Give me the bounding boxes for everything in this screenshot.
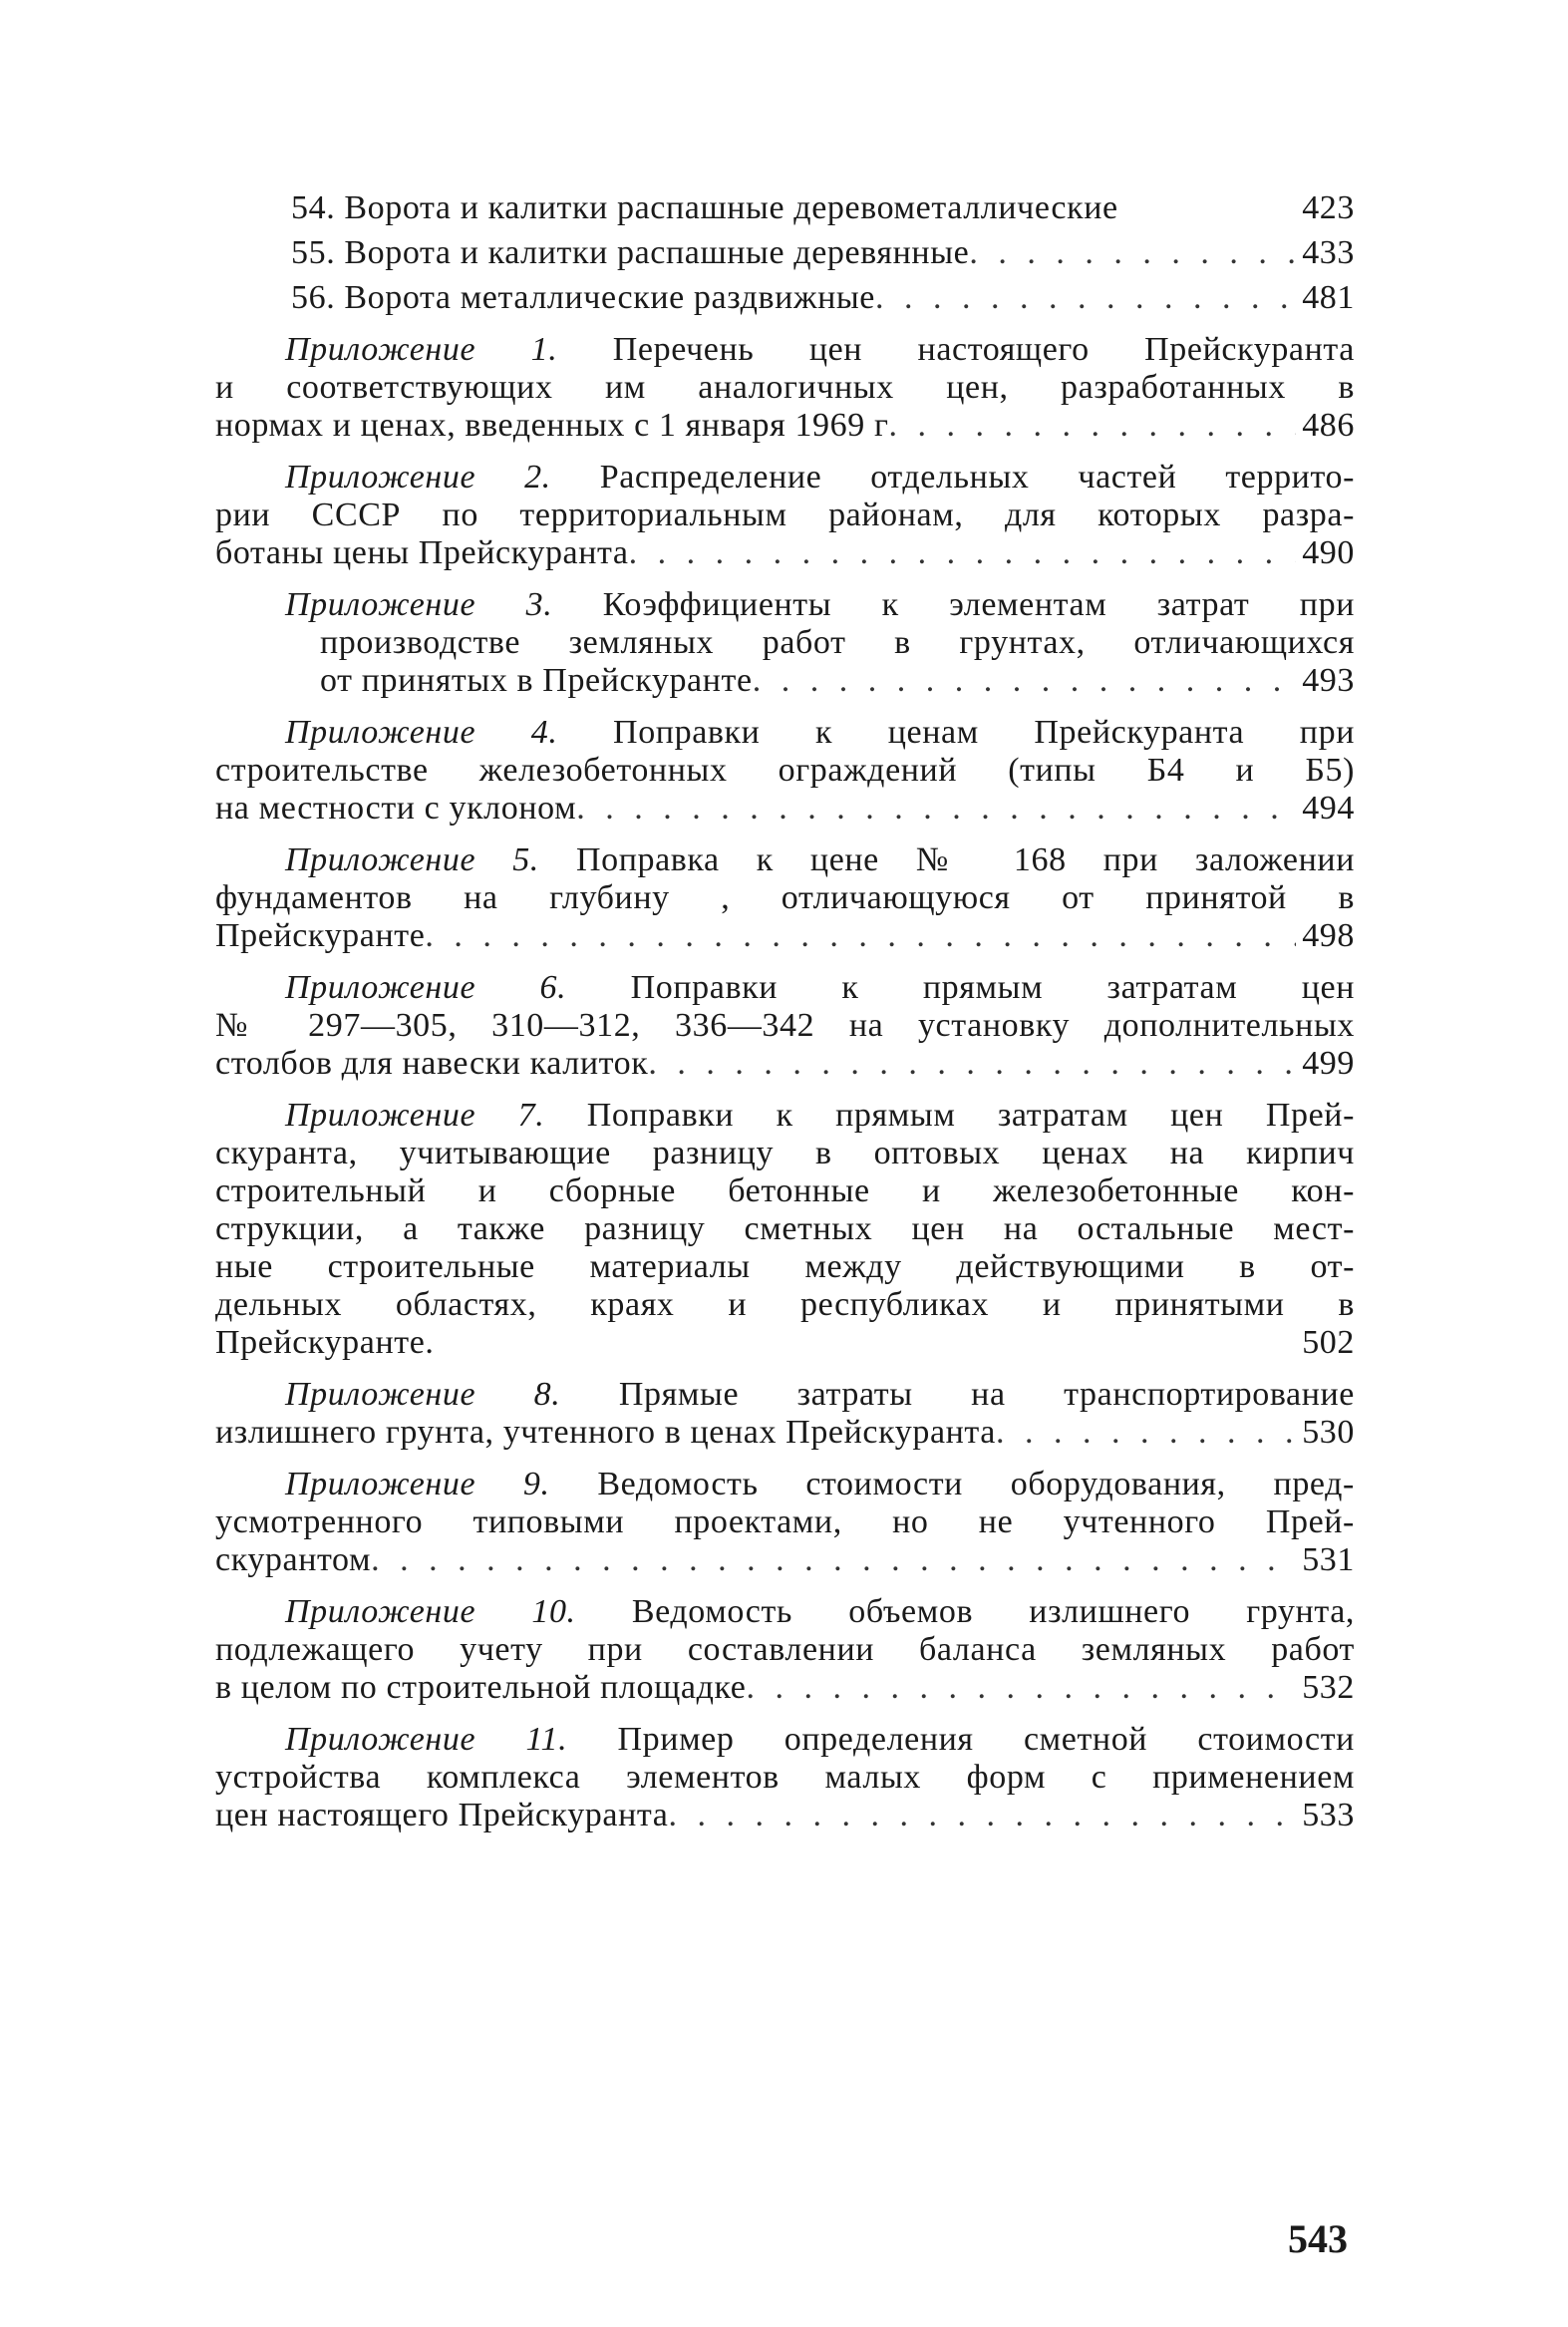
entry-text: дельных областях, краях и республиках и принятыми в — [215, 1286, 1355, 1323]
entry-text: Перечень цен настоящего Прейскуранта — [612, 331, 1355, 368]
dot-leader — [875, 279, 1296, 317]
entry-page-number: 423 — [1302, 189, 1355, 226]
toc-entry-line — [215, 1593, 1355, 1631]
dot-leader — [996, 1414, 1296, 1452]
toc-entry — [215, 1097, 1355, 1362]
entry-text: Прейскуранте — [215, 917, 426, 954]
entry-text: струкции, а также разницу сметных цен на остальные мест- — [215, 1210, 1355, 1247]
entry-text: в целом по строительной площадке — [215, 1669, 747, 1706]
entry-text: рии СССР по территориальным районам, для которых разра- — [215, 497, 1355, 533]
entry-page-number: 532 — [1302, 1669, 1355, 1706]
entry-page-number: 530 — [1302, 1414, 1355, 1451]
entry-text: фундаментов на глубину , отличающуюся от принятой в — [215, 879, 1355, 916]
toc-entry — [215, 1721, 1355, 1834]
toc-entry-line — [215, 497, 1355, 534]
appendix-label: Приложение 11. — [285, 1721, 568, 1758]
toc-entry-line — [215, 1045, 1355, 1083]
toc-entry-line — [215, 534, 1355, 572]
appendix-label: Приложение 3. — [285, 586, 553, 623]
toc-entry-line — [215, 1466, 1355, 1503]
toc-entry-line — [215, 1503, 1355, 1541]
appendix-label: Приложение 7. — [285, 1097, 545, 1134]
toc-entry-line — [215, 841, 1355, 879]
entry-text: № 297—305, 310—312, 336—342 на установку дополнительных — [215, 1007, 1355, 1044]
entry-text: усмотренного типовыми проектами, но не учтенного Прей- — [215, 1503, 1355, 1540]
toc-entry-line — [215, 879, 1355, 917]
toc-entry — [215, 189, 1355, 227]
toc-entry-line — [215, 1210, 1355, 1248]
toc-entry-line — [215, 1721, 1355, 1759]
dot-leader — [425, 917, 1296, 955]
toc-entry-line — [215, 1376, 1355, 1414]
entry-text: Прямые затраты на транспортирование — [618, 1376, 1356, 1413]
entry-text: столбов для навески калиток — [215, 1045, 649, 1082]
entry-text: подлежащего учету при составлении баланса земляных работ — [215, 1631, 1355, 1668]
toc-entry-line — [215, 1324, 1355, 1362]
toc-entry — [215, 586, 1355, 700]
toc-entry-line — [215, 714, 1355, 752]
toc-entry-line — [215, 969, 1355, 1007]
toc-entry-line — [215, 1097, 1355, 1135]
toc-entry-line — [215, 1541, 1355, 1579]
toc-entry-line — [215, 459, 1355, 497]
toc-entry-line — [215, 1631, 1355, 1669]
entry-text: производстве земляных работ в грунтах, отличающихся — [320, 624, 1355, 661]
entry-text: Коэффициенты к элементам затрат при — [602, 586, 1355, 623]
entry-text: скурантом — [215, 1541, 372, 1578]
toc-entry — [215, 969, 1355, 1083]
dot-leader — [746, 1669, 1296, 1707]
entry-text: Пример определения сметной стоимости — [617, 1721, 1355, 1758]
toc-entry-line — [215, 407, 1355, 445]
entry-text: 56. Ворота металлические раздвижные — [291, 279, 876, 316]
entry-text: нормах и ценах, введенных с 1 января 1969 г — [215, 407, 889, 444]
toc-entry-line — [215, 279, 1355, 317]
entry-text: Поправки к ценам Прейскуранта при — [613, 714, 1355, 751]
toc-entry-line — [215, 1007, 1355, 1045]
toc-entry — [215, 331, 1355, 445]
toc-entry-line — [215, 586, 1355, 624]
appendix-label: Приложение 8. — [285, 1376, 561, 1413]
toc-entry-line — [215, 917, 1355, 955]
entry-text: излишнего грунта, учтенного в ценах Прейскуранта — [215, 1414, 996, 1451]
toc-entry-line — [215, 234, 1355, 272]
toc-entry — [215, 1593, 1355, 1707]
entry-page-number: 490 — [1302, 534, 1355, 571]
entry-text: Поправки к прямым затратам цен — [630, 969, 1355, 1006]
toc-entry-line — [215, 624, 1355, 662]
toc-entry-line — [215, 331, 1355, 369]
toc-entry-line — [215, 369, 1355, 407]
entry-page-number: 433 — [1302, 234, 1355, 271]
toc-entry — [215, 1376, 1355, 1452]
dot-leader — [629, 534, 1297, 572]
entry-text: ботаны цены Прейскуранта — [215, 534, 629, 571]
entry-text: Ведомость объемов излишнего грунта, — [631, 1593, 1355, 1630]
entry-page-number: 494 — [1302, 790, 1355, 827]
toc-entry-line — [215, 189, 1355, 227]
dot-leader — [753, 662, 1296, 700]
dot-leader — [668, 1797, 1296, 1834]
appendix-label: Приложение 5. — [285, 841, 539, 878]
entry-page-number: 533 — [1302, 1797, 1355, 1833]
toc-entry — [215, 459, 1355, 572]
toc-entry — [215, 841, 1355, 955]
entry-text: Поправка к цене № 168 при заложении — [575, 841, 1355, 878]
toc-entry-line — [215, 1669, 1355, 1707]
entry-text: скуранта, учитывающие разницу в оптовых ценах на кирпич — [215, 1135, 1355, 1171]
entry-text: Ведомость стоимости оборудования, пред- — [597, 1466, 1355, 1502]
toc-entry-line — [215, 752, 1355, 790]
table-of-contents — [215, 189, 1355, 1844]
dot-leader — [648, 1045, 1296, 1083]
toc-entry-line — [215, 1286, 1355, 1324]
toc-entry-line — [215, 790, 1355, 828]
appendix-label: Приложение 1. — [285, 331, 558, 368]
entry-text: устройства комплекса элементов малых форм с применением — [215, 1759, 1355, 1796]
toc-entry-line — [215, 1248, 1355, 1286]
dot-leader — [969, 234, 1296, 272]
entry-text: Поправки к прямым затратам цен Прей- — [586, 1097, 1355, 1134]
appendix-label: Приложение 6. — [285, 969, 567, 1006]
entry-text: цен настоящего Прейскуранта — [215, 1797, 669, 1833]
entry-text: на местности с уклоном — [215, 790, 577, 827]
appendix-label: Приложение 4. — [285, 714, 558, 751]
entry-page-number: 493 — [1302, 662, 1355, 699]
entry-text: от принятых в Прейскуранте — [320, 662, 753, 699]
entry-page-number: 531 — [1302, 1541, 1355, 1578]
entry-text: и соответствующих им аналогичных цен, разработанных в — [215, 369, 1355, 406]
entry-text: 54. Ворота и калитки распашные деревометаллические — [291, 189, 1118, 226]
toc-entry — [215, 714, 1355, 828]
toc-entry — [215, 279, 1355, 317]
entry-page-number: 481 — [1302, 279, 1355, 316]
entry-text: Распределение отдельных частей террито- — [599, 459, 1355, 496]
toc-entry-line — [215, 1759, 1355, 1797]
toc-entry — [215, 1466, 1355, 1579]
entry-text: ные строительные материалы между действующими в от- — [215, 1248, 1355, 1285]
dot-leader — [576, 790, 1296, 828]
page-number: 543 — [1288, 2216, 1348, 2261]
dot-leader — [889, 407, 1297, 445]
entry-text: строительный и сборные бетонные и железобетонные кон- — [215, 1172, 1355, 1209]
toc-entry-line — [215, 662, 1355, 700]
toc-entry — [215, 234, 1355, 272]
toc-entry-line — [215, 1797, 1355, 1834]
appendix-label: Приложение 9. — [285, 1466, 550, 1502]
toc-entry-line — [215, 1172, 1355, 1210]
toc-entry-line — [215, 1414, 1355, 1452]
entry-text: 55. Ворота и калитки распашные деревянные — [291, 234, 970, 271]
appendix-label: Приложение 10. — [285, 1593, 576, 1630]
appendix-label: Приложение 2. — [285, 459, 551, 496]
entry-page-number: 498 — [1302, 917, 1355, 954]
toc-entry-line — [215, 1135, 1355, 1172]
entry-text: Прейскуранте. — [215, 1324, 435, 1361]
entry-page-number: 499 — [1302, 1045, 1355, 1082]
entry-page-number: 486 — [1302, 407, 1355, 444]
entry-text: строительстве железобетонных ограждений (типы Б4 и Б5) — [215, 752, 1355, 789]
entry-page-number: 502 — [1302, 1324, 1355, 1361]
dot-leader — [371, 1541, 1296, 1579]
